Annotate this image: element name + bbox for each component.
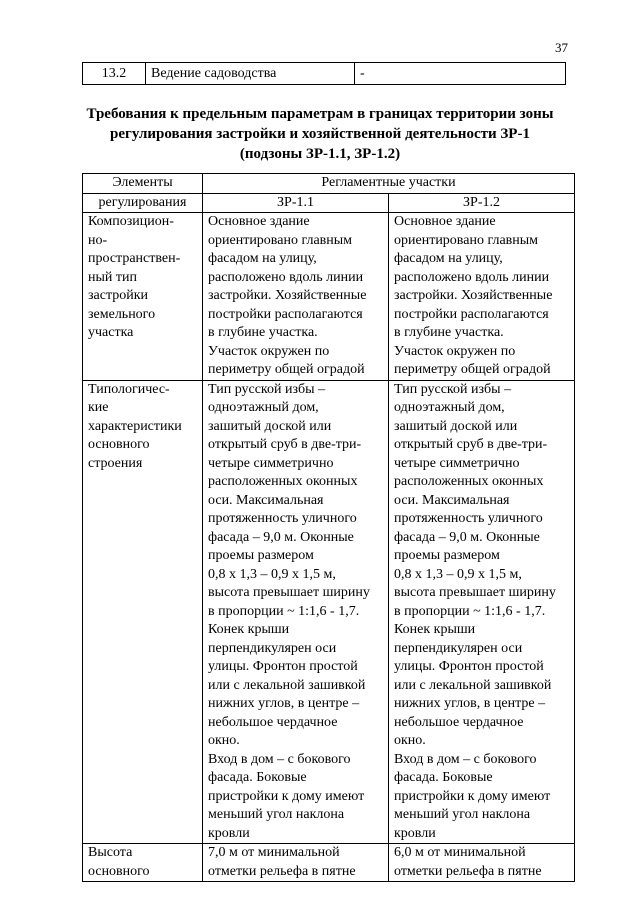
cell-line: в пропорции ~ 1:1,6 - 1,7. (394, 603, 546, 619)
cell-line: открытый сруб в две-три- (208, 437, 362, 452)
header-reglamented: Регламентные участки (203, 174, 575, 194)
cell-line: фасада – 9,0 м. Оконные (394, 529, 540, 545)
cell-line: небольшое чердачное (208, 714, 338, 730)
cell-line: открытый сруб в две-три- (394, 437, 548, 452)
cell-line: постройки располагаются (394, 306, 549, 322)
cell-line: нижних углов, в центре – (394, 696, 546, 711)
cell-line: Вход в дом – с бокового (394, 751, 537, 767)
cell-line: Тип русской избы – (394, 381, 512, 397)
cell-line: фасада – 9,0 м. Оконные (208, 529, 354, 545)
cell-line: улицы. Фронтон простой (208, 659, 358, 674)
zr11-cell (203, 844, 389, 882)
row-label-line: характеристики (88, 418, 182, 434)
cell-line: расположено вдоль линии (394, 269, 550, 285)
cell-line: оси. Максимальная (394, 492, 510, 508)
row-name: Ведение садоводства (146, 63, 355, 85)
cell-line: пристройки к дому имеют (208, 788, 365, 804)
cell-line: меньший угол наклона (394, 807, 531, 822)
cell-line: проемы размером (208, 548, 314, 563)
cell-line: одноэтажный дом, (208, 400, 319, 415)
header-zr12: ЗР-1.2 (389, 193, 575, 213)
cell-line: окно. (208, 733, 240, 748)
cell-line: пристройки к дому имеют (394, 788, 551, 804)
requirements-table (82, 173, 575, 882)
cell-line: периметру общей оградой (394, 362, 551, 377)
cell-line: зашитый доской или (208, 418, 332, 434)
cell-line: перпендикулярен оси (394, 640, 523, 656)
zr12-cell (389, 844, 575, 882)
cell-line: расположенных оконных (208, 474, 358, 489)
cell-line: протяженность уличного (208, 511, 357, 526)
row-label-line: кие (88, 400, 109, 415)
cell-line: улицы. Фронтон простой (394, 659, 544, 674)
cell-line: Основное здание (394, 214, 496, 229)
row-label-line: основного (88, 437, 150, 452)
cell-line: 0,8 х 1,3 – 0,9 х 1,5 м, (394, 566, 522, 582)
cell-line: ориентировано главным (208, 232, 353, 248)
land-use-table-fragment (82, 62, 566, 85)
section-heading (60, 104, 580, 164)
row-label-line: застройки (88, 288, 149, 303)
row-label (83, 213, 203, 381)
cell-line: фасада. Боковые (394, 770, 493, 785)
row-label (83, 380, 203, 844)
cell-line: кровли (394, 825, 436, 841)
cell-line: высота превышает ширину (394, 585, 556, 600)
cell-line: расположено вдоль линии (208, 269, 364, 285)
cell-line: окно. (394, 733, 426, 748)
row-label-line: пространствен- (88, 251, 181, 266)
cell-line: ориентировано главным (394, 232, 539, 248)
cell-line: в пропорции ~ 1:1,6 - 1,7. (208, 603, 360, 619)
header-elements-line: Элементы (112, 175, 173, 190)
cell-line: отметки рельефа в пятне (208, 863, 356, 879)
cell-line: Тип русской избы – (208, 381, 326, 397)
row-label-line: Высота (88, 845, 133, 860)
cell-line: в глубине участка. (208, 325, 318, 340)
cell-line: кровли (208, 825, 250, 841)
cell-line: небольшое чердачное (394, 714, 524, 730)
cell-line: расположенных оконных (394, 474, 544, 489)
cell-line: застройки. Хозяйственные (394, 288, 553, 303)
cell-line: фасада. Боковые (208, 770, 307, 785)
cell-line: фасадом на улицу, (208, 251, 317, 266)
heading-line: регулирования застройки и хозяйственной деятельности ЗР-1 (110, 126, 530, 142)
row-label-line: Композицион- (88, 214, 174, 229)
header-elements-line: регулирования (98, 194, 187, 210)
table-row (83, 63, 566, 85)
table-header-row (83, 193, 575, 213)
cell-line: Конек крыши (208, 622, 290, 637)
cell-line: четыре симметрично (208, 455, 334, 471)
row-label-line: Типологичес- (88, 381, 170, 397)
cell-line: 6,0 м от минимальной (394, 845, 526, 860)
row-label-line: строения (88, 455, 143, 471)
cell-line: или с лекальной зашивкой (208, 677, 366, 693)
row-code: 13.2 (83, 63, 146, 85)
cell-line: перпендикулярен оси (208, 640, 337, 656)
cell-line: четыре симметрично (394, 455, 520, 471)
cell-line: постройки располагаются (208, 306, 363, 322)
cell-line: 0,8 х 1,3 – 0,9 х 1,5 м, (208, 566, 336, 582)
header-elements-cell (83, 193, 203, 213)
row-label-line: но- (88, 232, 108, 248)
row-label-line: ный тип (88, 269, 137, 285)
cell-line: одноэтажный дом, (394, 400, 505, 415)
cell-line: отметки рельефа в пятне (394, 863, 542, 879)
cell-line: Вход в дом – с бокового (208, 751, 351, 767)
page-number: 37 (555, 40, 568, 55)
row-label-line: основного (88, 863, 150, 879)
cell-line: меньший угол наклона (208, 807, 345, 822)
cell-line: высота превышает ширину (208, 585, 370, 600)
header-elements-cell (83, 174, 203, 194)
zr11-cell (203, 380, 389, 844)
cell-line: Конек крыши (394, 622, 476, 637)
cell-line: оси. Максимальная (208, 492, 324, 508)
cell-line: фасадом на улицу, (394, 251, 503, 266)
table-row (83, 213, 575, 381)
zr12-cell (389, 380, 575, 844)
cell-line: зашитый доской или (394, 418, 518, 434)
cell-line: Участок окружен по (394, 343, 516, 359)
row-label-line: участка (88, 325, 134, 340)
heading-line: (подзоны ЗР-1.1, ЗР-1.2) (239, 146, 401, 162)
cell-line: Участок окружен по (208, 343, 330, 359)
row-label (83, 844, 203, 882)
table-row (83, 844, 575, 882)
table-row (83, 380, 575, 844)
cell-line: протяженность уличного (394, 511, 543, 526)
row-value: - (355, 63, 566, 85)
cell-line: периметру общей оградой (208, 362, 365, 377)
cell-line: 7,0 м от минимальной (208, 845, 340, 860)
cell-line: застройки. Хозяйственные (208, 288, 367, 303)
cell-line: или с лекальной зашивкой (394, 677, 552, 693)
heading-line: Требования к предельным параметрам в границах территории зоны (86, 106, 554, 122)
cell-line: нижних углов, в центре – (208, 696, 360, 711)
cell-line: Основное здание (208, 214, 310, 229)
cell-line: в глубине участка. (394, 325, 504, 340)
cell-line: проемы размером (394, 548, 500, 563)
zr11-cell (203, 213, 389, 381)
header-zr11: ЗР-1.1 (203, 193, 389, 213)
row-label-line: земельного (88, 306, 156, 322)
table-header-row (83, 174, 575, 194)
zr12-cell (389, 213, 575, 381)
